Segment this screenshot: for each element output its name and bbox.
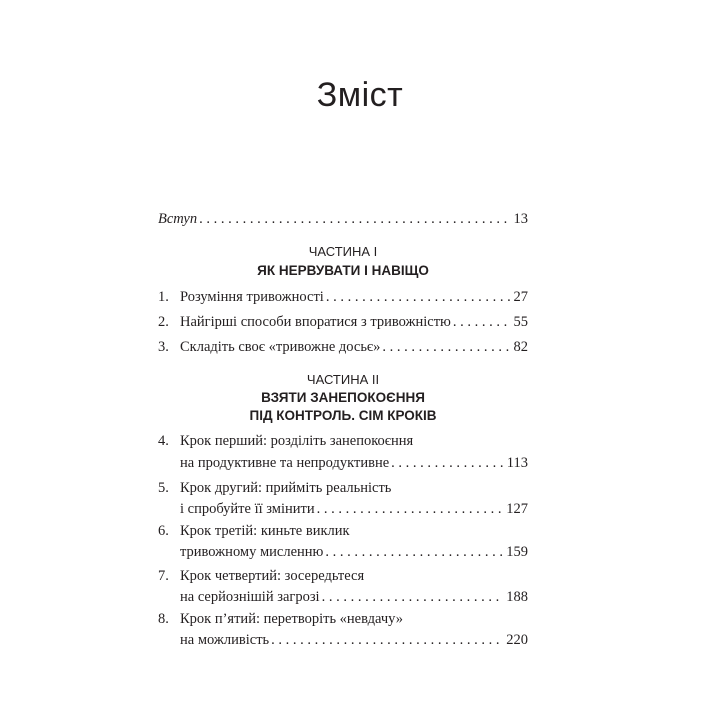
part-label: ЧАСТИНА ІІ (306, 372, 380, 387)
chapter-title: Крок другий: прийміть реальність (180, 480, 392, 496)
chapter-number: 6. (158, 523, 169, 539)
page-number: 127 (506, 501, 528, 517)
toc-entry-line2[interactable] (158, 454, 528, 472)
part-title: ВЗЯТИ ЗАНЕПОКОЄННЯ (261, 390, 425, 405)
toc-entry-line1[interactable] (158, 567, 528, 585)
toc-entry[interactable] (158, 338, 528, 356)
page-number: 82 (513, 339, 528, 355)
toc-entry-line2[interactable] (158, 588, 528, 606)
toc-entry-intro[interactable] (158, 210, 528, 228)
toc-entry[interactable] (158, 288, 528, 306)
toc-entry-line2[interactable] (158, 500, 528, 518)
toc-entry[interactable] (158, 313, 528, 331)
leader-dots (271, 631, 503, 649)
chapter-number: 2. (158, 314, 169, 330)
chapter-number: 7. (158, 568, 169, 584)
chapter-title: Крок перший: розділіть занепокоєння (180, 433, 414, 449)
page-number: 159 (506, 544, 528, 560)
leader-dots (317, 500, 504, 518)
page-number: 13 (513, 211, 528, 227)
chapter-title: тривожному мисленню (180, 544, 324, 560)
part-title: ЯК НЕРВУВАТИ І НАВІЩО (257, 263, 429, 278)
toc-entry-line1[interactable] (158, 522, 528, 540)
chapter-title: Крок четвертий: зосередьтеся (180, 568, 365, 584)
chapter-number: 3. (158, 339, 169, 355)
toc-entry-line1[interactable] (158, 432, 528, 450)
toc-entry-line2[interactable] (158, 543, 528, 561)
leader-dots (325, 543, 503, 561)
page-number: 27 (513, 289, 528, 305)
toc-entry-line1[interactable] (158, 610, 528, 628)
entry-label: Вступ (158, 211, 198, 227)
leader-dots (199, 210, 510, 228)
leader-dots (391, 454, 504, 472)
chapter-title: на продуктивне та непродуктивне (180, 455, 390, 471)
chapter-number: 1. (158, 289, 169, 305)
chapter-title: Крок третій: киньте виклик (180, 523, 350, 539)
page-number: 55 (513, 314, 528, 330)
chapter-number: 8. (158, 611, 169, 627)
toc-entry-line1[interactable] (158, 479, 528, 497)
page-number: 113 (506, 455, 528, 471)
chapter-title: на можливість (180, 632, 270, 648)
chapter-title: Складіть своє «тривожне досьє» (180, 339, 381, 355)
chapter-title: Найгірші способи впоратися з тривожністю (180, 314, 451, 330)
part-title: ПІД КОНТРОЛЬ. СІМ КРОКІВ (249, 408, 437, 423)
chapter-title: на серйознішій загрозі (180, 589, 320, 605)
chapter-title: Крок п’ятий: перетворіть «невдачу» (180, 611, 403, 627)
page-number: 188 (506, 589, 528, 605)
page-number: 220 (506, 632, 528, 648)
part-label: ЧАСТИНА І (308, 244, 378, 259)
leader-dots (382, 338, 510, 356)
chapter-title: Розуміння тривожності (180, 289, 324, 305)
leader-dots (326, 288, 511, 306)
toc-entry-line2[interactable] (158, 631, 528, 649)
chapter-number: 4. (158, 433, 169, 449)
chapter-number: 5. (158, 480, 169, 496)
page-title: Зміст (316, 76, 404, 114)
leader-dots (322, 588, 504, 606)
chapter-title: і спробуйте її змінити (180, 501, 315, 517)
leader-dots (453, 313, 511, 331)
